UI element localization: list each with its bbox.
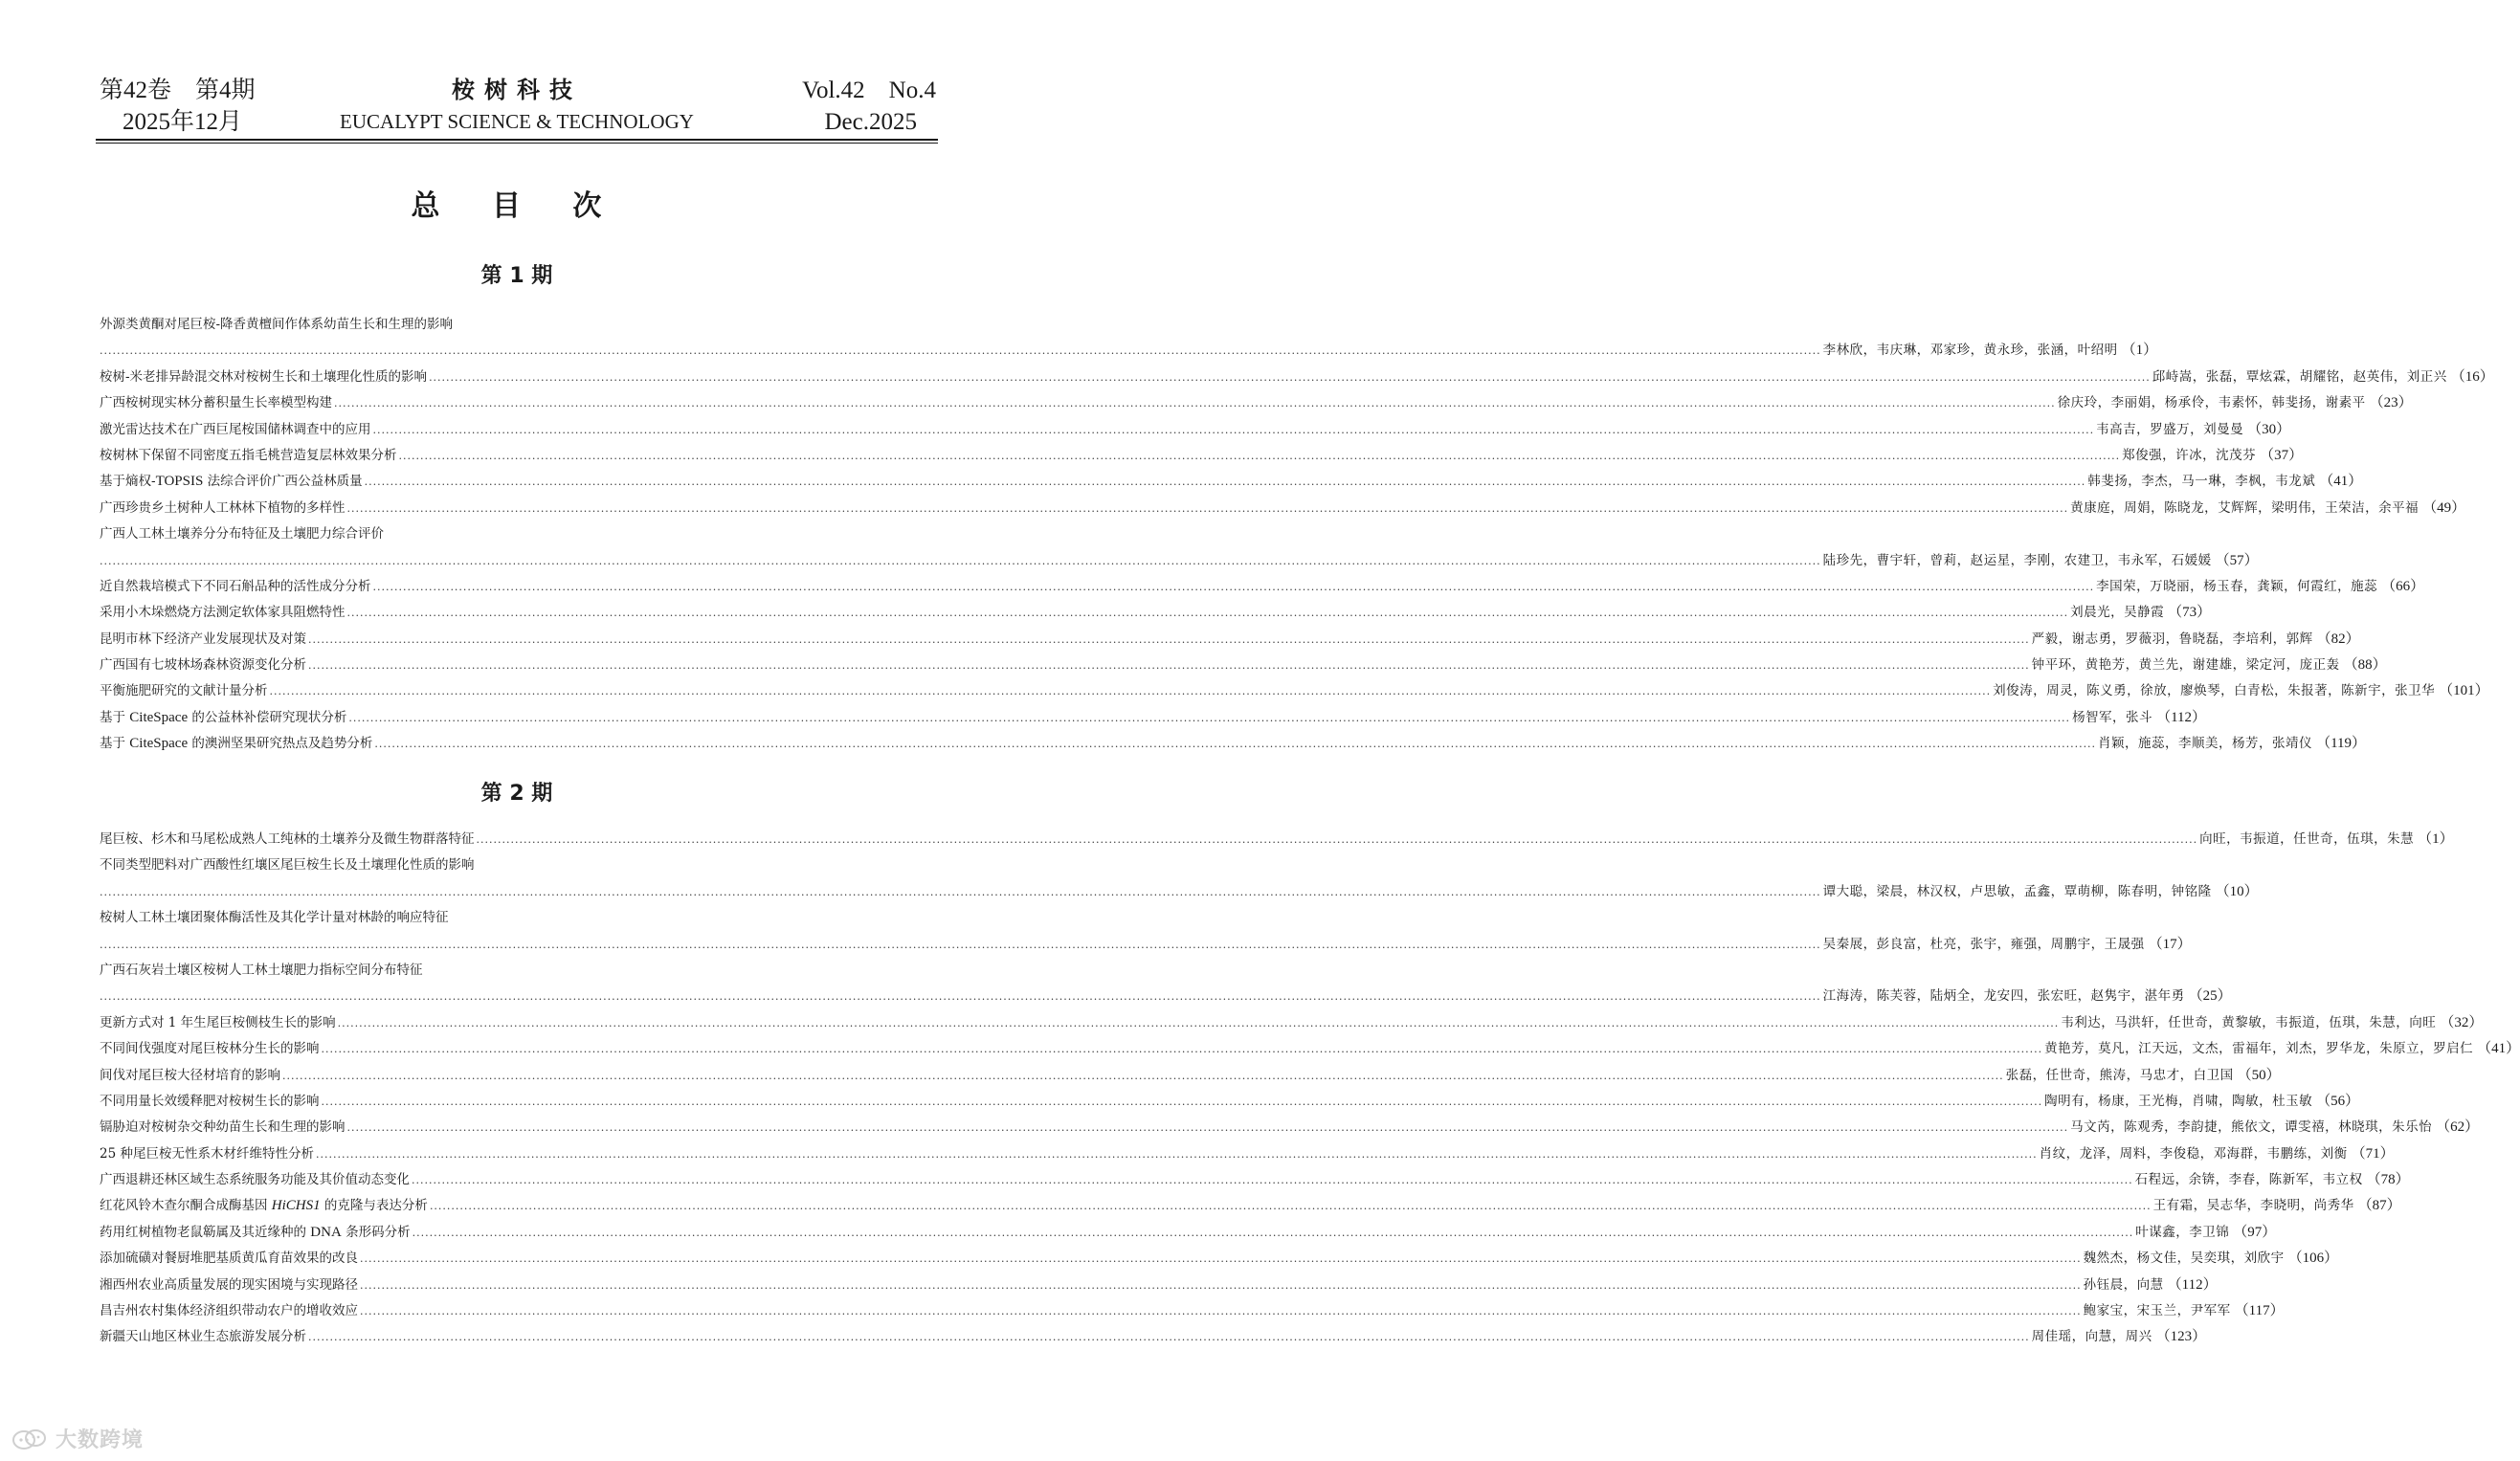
issue-2-heading: 第 2 期 xyxy=(480,782,553,806)
toc-entry xyxy=(100,469,2363,495)
entry-page: （23） xyxy=(2369,395,2413,411)
entry-line xyxy=(100,653,2387,678)
entry-title: 不同间伐强度对尾巨桉林分生长的影响 xyxy=(100,1041,320,1057)
entry-title: 尾巨桉、杉木和马尾松成熟人工纯林的土壤养分及微生物群落特征 xyxy=(100,831,475,847)
entry-line xyxy=(100,1298,2285,1324)
entry-line xyxy=(100,827,2454,852)
header-right xyxy=(802,75,936,138)
header-rule-thin xyxy=(96,143,938,144)
entry-authors: 韩斐扬，李杰，马一琳，李枫，韦龙斌 xyxy=(2087,474,2316,490)
entry-page: （71） xyxy=(2351,1145,2395,1162)
entry-title: 添加硫磺对餐厨堆肥基质黄瓜育苗效果的改良 xyxy=(100,1251,358,1267)
leader-dots: ................................................................................................................................................................................................................................................................................................................................................................................................................ xyxy=(346,1121,2069,1135)
entry-authors: 肖纹，龙泽，周料，李俊稳，邓海群，韦鹏练，刘衡 xyxy=(2039,1145,2348,1162)
entry-title-pre: 基于熵权- xyxy=(100,474,156,490)
entry-title: 桉树人工林土壤团聚体酶活性及其化学计量对林龄的响应特征 xyxy=(100,910,449,926)
toc-entry xyxy=(100,852,2259,905)
entry-title-post: 的公益林补偿研究现状分析 xyxy=(188,709,347,725)
leader-dots: ................................................................................................................................................................................................................................................................................................................................................................................................................ xyxy=(100,885,1821,898)
entry-line xyxy=(100,600,2212,626)
entry-page: （50） xyxy=(2237,1067,2281,1083)
watermark-text: 大数跨境 xyxy=(56,1428,145,1452)
entry-authors: 黄康庭，周娟，陈晓龙，艾辉辉，梁明伟，王荣洁，余平福 xyxy=(2070,499,2420,516)
entry-page: （66） xyxy=(2381,578,2425,594)
leader-dots: ................................................................................................................................................................................................................................................................................................................................................................................................................ xyxy=(269,685,1992,698)
entry-line xyxy=(100,731,2367,757)
leader-dots: ................................................................................................................................................................................................................................................................................................................................................................................................................ xyxy=(346,607,2069,620)
date-en: Dec.2025 xyxy=(824,109,917,135)
entry-title-pre: 红花风铃木查尔酮合成酶基因 xyxy=(100,1198,272,1214)
volume-issue-cn: 第42卷 第4期 xyxy=(100,77,256,103)
leader-dots: ................................................................................................................................................................................................................................................................................................................................................................................................................ xyxy=(315,1147,2038,1161)
leader-dots: ................................................................................................................................................................................................................................................................................................................................................................................................................ xyxy=(100,554,1821,567)
toc-entry xyxy=(100,1220,2277,1246)
entry-line xyxy=(100,365,2494,390)
toc-entry xyxy=(100,365,2494,390)
entry-page: （117） xyxy=(2234,1303,2285,1319)
entry-title-post: 的克隆与表达分析 xyxy=(320,1198,428,1214)
toc-entry xyxy=(100,653,2387,678)
toc-entry xyxy=(100,905,2192,958)
entry-title: 广西退耕还林区域生态系统服务功能及其价值动态变化 xyxy=(100,1172,410,1188)
leader-dots: ................................................................................................................................................................................................................................................................................................................................................................................................................ xyxy=(364,476,2086,489)
entry-authors: 李林欣，韦庆琳，邓家珍，黄永珍，张涵，叶绍明 xyxy=(1822,343,2118,359)
entry-authors: 周佳瑶，向慧，周兴 xyxy=(2031,1329,2152,1345)
entry-title: 广西人工林土壤养分分布特征及土壤肥力综合评价 xyxy=(100,526,384,542)
entry-authors: 石程远，余锛，李春，陈新军，韦立权 xyxy=(2134,1172,2363,1188)
entry-title xyxy=(100,705,346,731)
entry-author-line xyxy=(100,984,2232,1009)
entry-title-latin: CiteSpace xyxy=(129,736,189,752)
entry-page: （62） xyxy=(2436,1119,2480,1136)
entry-authors: 向旺，韦振道，任世奇，伍琪，朱慧 xyxy=(2199,831,2415,847)
leader-dots: ................................................................................................................................................................................................................................................................................................................................................................................................................ xyxy=(348,711,2071,724)
entry-line xyxy=(100,574,2425,600)
toc-entry xyxy=(100,496,2466,521)
entry-page: （41） xyxy=(2477,1041,2520,1057)
entry-authors: 徐庆玲，李丽娟，杨承伶，韦素怀，韩斐扬，谢素平 xyxy=(2057,395,2366,411)
entry-title: 更新方式对 1 年生尾巨桉侧枝生长的影响 xyxy=(100,1014,336,1030)
leader-dots: ................................................................................................................................................................................................................................................................................................................................................................................................................ xyxy=(334,397,2056,410)
entry-page: （56） xyxy=(2316,1093,2360,1109)
journal-name-en: EUCALYPT SCIENCE & TECHNOLOGY xyxy=(340,110,694,133)
leader-dots: ................................................................................................................................................................................................................................................................................................................................................................................................................ xyxy=(372,580,2095,593)
entry-line xyxy=(100,1246,2339,1272)
entry-authors: 陶明有，杨康，王光梅，肖啸，陶敏，杜玉敏 xyxy=(2044,1093,2313,1109)
leader-dots: ................................................................................................................................................................................................................................................................................................................................................................................................................ xyxy=(429,370,2151,384)
entry-line xyxy=(100,1089,2360,1115)
leader-dots: ................................................................................................................................................................................................................................................................................................................................................................................................................ xyxy=(337,1016,2060,1029)
issue-2-toc xyxy=(100,827,2520,1351)
entry-page: （37） xyxy=(2260,447,2304,463)
toc-entry xyxy=(100,827,2454,852)
leader-dots: ................................................................................................................................................................................................................................................................................................................................................................................................................ xyxy=(398,449,2121,462)
toc-entry xyxy=(100,1193,2401,1219)
entry-title: 外源类黄酮对尾巨桉-降香黄檀间作体系幼苗生长和生理的影响 xyxy=(100,317,454,332)
entry-title-latin: DNA xyxy=(310,1224,342,1240)
entry-title: 平衡施肥研究的文献计量分析 xyxy=(100,683,268,699)
entry-title: 采用小木垛燃烧方法测定软体家具阻燃特性 xyxy=(100,605,346,621)
entry-line xyxy=(100,443,2304,469)
entry-title-post: 条形码分析 xyxy=(341,1224,411,1240)
entry-authors: 郑俊强，许冰，沈茂芬 xyxy=(2122,447,2257,463)
entry-title-line xyxy=(100,905,932,931)
issue-1-heading: 第 1 期 xyxy=(480,264,553,288)
entry-line xyxy=(100,1010,2484,1036)
journal-header xyxy=(96,73,938,140)
entry-author-line xyxy=(100,338,2158,364)
entry-authors: 刘晨光，吴静霞 xyxy=(2070,605,2165,621)
entry-authors: 严毅，谢志勇，罗薇羽，鲁晓磊，李培利，郭辉 xyxy=(2031,631,2313,647)
toc-entry xyxy=(100,1036,2520,1062)
entry-authors: 钟平环，黄艳芳，黄兰先，谢建雄，梁定河，庞正轰 xyxy=(2031,657,2340,674)
entry-title xyxy=(100,1193,428,1219)
entry-line xyxy=(100,1115,2480,1140)
entry-authors: 黄艳芳，莫凡，江天远，文杰，雷福年，刘杰，罗华龙，朱原立，罗启仁 xyxy=(2044,1041,2474,1057)
entry-page: （30） xyxy=(2247,421,2291,437)
toc-entry xyxy=(100,574,2425,600)
toc-entry xyxy=(100,705,2207,731)
entry-title: 广西珍贵乡土树种人工林林下植物的多样性 xyxy=(100,499,346,516)
entry-title: 昌吉州农村集体经济组织带动农户的增收效应 xyxy=(100,1303,358,1319)
entry-authors: 马文芮，陈观秀，李韵捷，熊依文，谭雯禧，林晓琪，朱乐怡 xyxy=(2070,1119,2433,1136)
leader-dots: ................................................................................................................................................................................................................................................................................................................................................................................................................ xyxy=(429,1200,2152,1213)
entry-line xyxy=(100,1167,2410,1193)
journal-name-cn: 桉树科技 xyxy=(452,77,582,103)
leader-dots: ................................................................................................................................................................................................................................................................................................................................................................................................................ xyxy=(100,990,1821,1004)
entry-page: （17） xyxy=(2148,936,2192,952)
toc-entry xyxy=(100,731,2367,757)
entry-title: 湘西州农业高质量发展的现实困境与实现路径 xyxy=(100,1276,358,1293)
toc-entry xyxy=(100,1063,2281,1089)
toc-entry xyxy=(100,1273,2218,1298)
entry-title xyxy=(100,469,363,495)
entry-line xyxy=(100,705,2207,731)
entry-authors: 孙钰晨，向慧 xyxy=(2083,1276,2164,1293)
entry-authors: 王有霜，吴志华，李晓明，尚秀华 xyxy=(2152,1198,2354,1214)
entry-line xyxy=(100,1141,2395,1167)
entry-page: （73） xyxy=(2168,605,2212,621)
entry-line xyxy=(100,1193,2401,1219)
toc-entry xyxy=(100,417,2291,443)
toc-entry xyxy=(100,1089,2360,1115)
entry-authors: 吴秦展，彭良富，杜亮，张宇，雍强，周鹏宇，王晟强 xyxy=(1822,936,2145,952)
leader-dots: ................................................................................................................................................................................................................................................................................................................................................................................................................ xyxy=(360,1252,2082,1266)
entry-page: （87） xyxy=(2357,1198,2401,1214)
entry-author-line xyxy=(100,879,2259,905)
leader-dots: ................................................................................................................................................................................................................................................................................................................................................................................................................ xyxy=(321,1095,2043,1108)
leader-dots: ................................................................................................................................................................................................................................................................................................................................................................................................................ xyxy=(100,938,1821,951)
entry-title: 广西石灰岩土壤区桉树人工林土壤肥力指标空间分布特征 xyxy=(100,962,423,978)
entry-title: 间伐对尾巨桉大径材培育的影响 xyxy=(100,1067,280,1083)
entry-authors: 魏然杰，杨文佳，吴奕琪，刘欣宇 xyxy=(2083,1251,2285,1267)
entry-line xyxy=(100,627,2360,653)
leader-dots: ................................................................................................................................................................................................................................................................................................................................................................................................................ xyxy=(476,833,2198,846)
entry-title: 激光雷达技术在广西巨尾桉国储林调查中的应用 xyxy=(100,421,371,437)
entry-title-pre: 基于 xyxy=(100,709,130,725)
toc-entry xyxy=(100,678,2489,704)
entry-title: 近自然栽培模式下不同石斛品种的活性成分分析 xyxy=(100,578,371,594)
entry-title: 广西国有七坡林场森林资源变化分析 xyxy=(100,657,306,674)
entry-line xyxy=(100,390,2413,416)
entry-line xyxy=(100,417,2291,443)
toc-entry xyxy=(100,600,2212,626)
leader-dots: ................................................................................................................................................................................................................................................................................................................................................................................................................ xyxy=(308,1331,2030,1344)
entry-authors: 陆珍先，曹宇轩，曾莉，赵运星，李刚，农建卫，韦永军，石媛媛 xyxy=(1822,552,2212,568)
entry-author-line xyxy=(100,548,2259,574)
entry-title: 不同用量长效缓释肥对桉树生长的影响 xyxy=(100,1093,320,1109)
entry-title: 广西桉树现实林分蓄积量生长率模型构建 xyxy=(100,395,332,411)
entry-line xyxy=(100,678,2489,704)
toc-entry xyxy=(100,958,2232,1010)
entry-page: （49） xyxy=(2422,499,2466,516)
entry-title: 25 种尾巨桉无性系木材纤维特性分析 xyxy=(100,1145,314,1162)
toc-entry xyxy=(100,1298,2285,1324)
entry-line xyxy=(100,1273,2218,1298)
toc-entry xyxy=(100,521,2259,574)
entry-title-latin: HiCHS1 xyxy=(271,1198,321,1214)
entry-page: （101） xyxy=(2439,683,2489,699)
entry-authors: 韦高吉，罗盛万，刘曼曼 xyxy=(2096,421,2244,437)
entry-title-line xyxy=(100,312,932,338)
issue-1-toc xyxy=(100,312,2494,758)
entry-line xyxy=(100,1220,2277,1246)
leader-dots: ................................................................................................................................................................................................................................................................................................................................................................................................................ xyxy=(100,344,1821,358)
leader-dots: ................................................................................................................................................................................................................................................................................................................................................................................................................ xyxy=(412,1174,2133,1187)
toc-entry xyxy=(100,1141,2395,1167)
toc-entry xyxy=(100,1246,2339,1272)
entry-page: （123） xyxy=(2155,1329,2207,1345)
entry-page: （78） xyxy=(2366,1172,2410,1188)
entry-title-latin: CiteSpace xyxy=(129,709,189,725)
entry-title xyxy=(100,1220,411,1246)
entry-title-latin: TOPSIS xyxy=(155,474,204,490)
entry-page: （25） xyxy=(2188,988,2232,1005)
entry-page: （57） xyxy=(2215,552,2259,568)
leader-dots: ................................................................................................................................................................................................................................................................................................................................................................................................................ xyxy=(374,738,2097,751)
entry-title: 新疆天山地区林业生态旅游发展分析 xyxy=(100,1329,306,1345)
entry-page: （112） xyxy=(2156,709,2207,725)
leader-dots: ................................................................................................................................................................................................................................................................................................................................................................................................................ xyxy=(412,1226,2134,1239)
entry-page: （119） xyxy=(2316,736,2367,752)
toc-entry xyxy=(100,312,2158,365)
header-rule-thick xyxy=(96,139,938,141)
entry-authors: 杨智军，张斗 xyxy=(2072,709,2153,725)
toc-entry xyxy=(100,627,2360,653)
leader-dots: ................................................................................................................................................................................................................................................................................................................................................................................................................ xyxy=(360,1305,2082,1318)
entry-authors: 肖颖，施蕊，李顺美，杨芳，张靖仪 xyxy=(2098,736,2313,752)
entry-line xyxy=(100,469,2363,495)
entry-title: 桉树-米老排异龄混交林对桉树生长和土壤理化性质的影响 xyxy=(100,368,428,385)
leader-dots: ................................................................................................................................................................................................................................................................................................................................................................................................................ xyxy=(321,1043,2043,1056)
entry-title: 桉树林下保留不同密度五指毛桃营造复层林效果分析 xyxy=(100,447,397,463)
leader-dots: ................................................................................................................................................................................................................................................................................................................................................................................................................ xyxy=(282,1069,2004,1082)
entry-line xyxy=(100,1063,2281,1089)
entry-page: （10） xyxy=(2215,883,2259,899)
toc-entry xyxy=(100,390,2413,416)
watermark xyxy=(11,1424,144,1453)
entry-authors: 刘俊涛，周灵，陈义勇，徐放，廖焕琴，白青松，朱报著，陈新宇，张卫华 xyxy=(1993,683,2436,699)
entry-authors: 谭大聪，梁晨，林汉权，卢思敏，孟鑫，覃萌柳，陈春明，钟铭隆 xyxy=(1822,883,2212,899)
date-cn: 2025年12月 xyxy=(123,109,243,135)
leader-dots: ................................................................................................................................................................................................................................................................................................................................................................................................................ xyxy=(360,1278,2082,1292)
entry-line xyxy=(100,1036,2520,1062)
leader-dots: ................................................................................................................................................................................................................................................................................................................................................................................................................ xyxy=(308,659,2030,673)
entry-page: （41） xyxy=(2319,474,2363,490)
toc-entry xyxy=(100,1324,2207,1350)
entry-page: （106） xyxy=(2287,1251,2339,1267)
page-title: 总 目 次 xyxy=(411,189,623,223)
entry-author-line xyxy=(100,932,2192,958)
volume-issue-en: Vol.42 No.4 xyxy=(802,77,936,103)
entry-authors: 江海涛，陈芙蓉，陆炳全，龙安四，张宏旺，赵隽宇，湛年勇 xyxy=(1822,988,2185,1005)
entry-authors: 叶谋鑫，李卫锦 xyxy=(2135,1224,2230,1240)
entry-title-pre: 基于 xyxy=(100,736,130,752)
entry-title xyxy=(100,731,372,757)
toc-entry xyxy=(100,1010,2484,1036)
toc-entry xyxy=(100,443,2304,469)
entry-title-post: 法综合评价广西公益林质量 xyxy=(203,474,363,490)
entry-page: （112） xyxy=(2167,1276,2218,1293)
entry-title-post: 的澳洲坚果研究热点及趋势分析 xyxy=(188,736,373,752)
entry-page: （1） xyxy=(2418,831,2454,847)
entry-page: （88） xyxy=(2343,657,2387,674)
entry-title: 镉胁迫对桉树杂交种幼苗生长和生理的影响 xyxy=(100,1119,346,1136)
entry-title-pre: 药用红树植物老鼠簕属及其近缘种的 xyxy=(100,1224,311,1240)
entry-page: （32） xyxy=(2440,1014,2484,1030)
entry-page: （16） xyxy=(2450,368,2494,385)
entry-page: （82） xyxy=(2316,631,2360,647)
watermark-logo-icon xyxy=(11,1426,48,1452)
entry-authors: 李国荣，万晓丽，杨玉春，龚颖，何霞红，施蕊 xyxy=(2096,578,2378,594)
toc-entry xyxy=(100,1115,2480,1140)
entry-page: （1） xyxy=(2121,343,2158,359)
entry-authors: 张磊，任世奇，熊涛，马忠才，白卫国 xyxy=(2005,1067,2234,1083)
entry-title-line xyxy=(100,852,932,878)
leader-dots: ................................................................................................................................................................................................................................................................................................................................................................................................................ xyxy=(372,423,2095,436)
entry-authors: 邱峙嵩，张磊，覃炫霖，胡耀铭，赵英伟，刘正兴 xyxy=(2152,368,2447,385)
entry-title-line xyxy=(100,958,932,984)
toc-entry xyxy=(100,1167,2410,1193)
entry-authors: 韦利达，马洪轩，任世奇，黄黎敏，韦振道，伍琪，朱慧，向旺 xyxy=(2061,1014,2437,1030)
leader-dots: ................................................................................................................................................................................................................................................................................................................................................................................................................ xyxy=(346,501,2069,515)
entry-title: 不同类型肥料对广西酸性红壤区尾巨桉生长及土壤理化性质的影响 xyxy=(100,857,475,874)
entry-page: （97） xyxy=(2233,1224,2277,1240)
leader-dots: ................................................................................................................................................................................................................................................................................................................................................................................................................ xyxy=(308,632,2030,646)
entry-authors: 鲍家宝，宋玉兰，尹军军 xyxy=(2083,1303,2231,1319)
entry-title-line xyxy=(100,521,932,547)
entry-line xyxy=(100,1324,2207,1350)
entry-title: 昆明市林下经济产业发展现状及对策 xyxy=(100,631,306,647)
entry-line xyxy=(100,496,2466,521)
